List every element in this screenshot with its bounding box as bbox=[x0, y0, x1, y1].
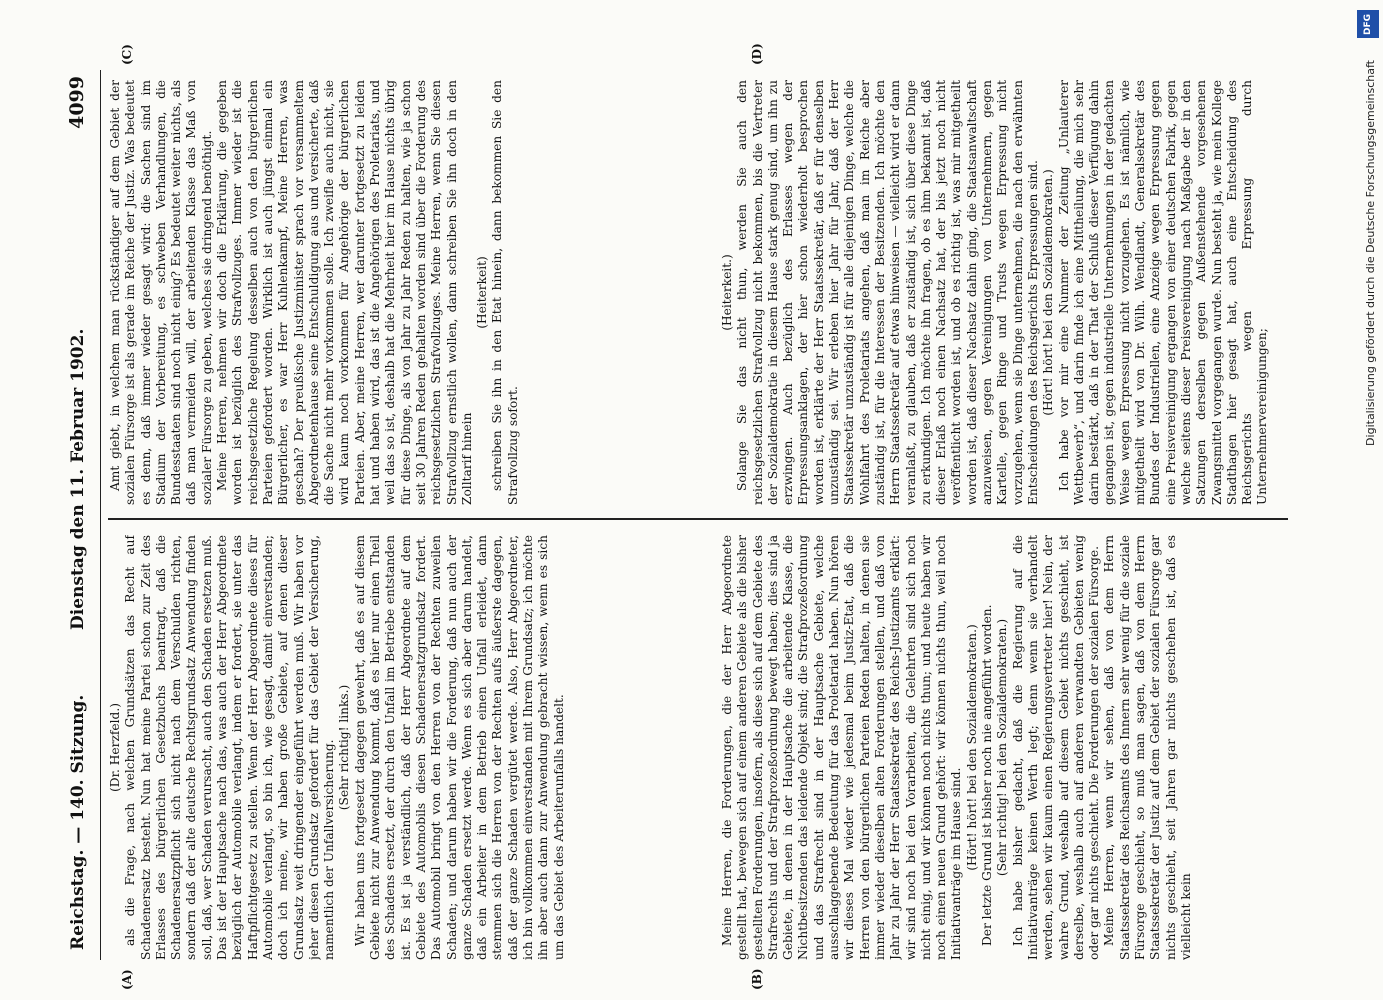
paragraph: Ich habe vor mir eine Nummer der Zeitung „Unlauterer Wettbewerb“, und darin finde ich eine Mittheilung, die mich sehr darin bestärkt, daß in der That der Schluß dieser Verfügung dahin gegangen ist, gegen industrielle Unternehmungen in der gedachten Weise wegen Erpressung nicht vorzugehen. Es ist nämlich, wie mitgetheilt wird von Dr. Wilh. Wendlandt, Generalsekretär des Bundes der Industriellen, eine Anzeige wegen Erpressung gegen eine Preisvereinigung ergangen von einer deutschen Fabrik, gegen welche seitens dieser Preisvereinigung nach Maßgabe der in den Satzungen derselben gegen Außenstehende vorgesehenen Zwangsmittel vorgegangen wurde. Nun besteht ja, wie mein Kollege Stadthagen hier gesagt hat, auch eine Entscheidung des Reichsgerichts wegen Erpressung durch Unternehmervereinigungen; bbox=[1056, 80, 1270, 505]
column-b bbox=[720, 535, 1280, 960]
speaker-label: (Dr. Herzfeld.) bbox=[108, 703, 122, 792]
interjection: (Hört! hört! bei den Sozialdemokraten.) bbox=[1041, 169, 1056, 416]
paragraph: Amt giebt, in welchem man rückständiger auf dem Gebiet der sozialen Fürsorge ist als gerade im Reiche der Justiz. Was bedeutet es denn, daß immer wieder gesagt wird: die Sachen sind im Stadium der Vorbereitung, es schweben Verhandlungen, die Bundesstaaten sind noch nicht einig? Es bedeutet weiter nichts, als daß man vermeiden will, der arbeitenden Klasse das Maß von sozialer Fürsorge zu geben, welches sie dringend benöthigt. bbox=[108, 80, 214, 505]
paragraph: Meine Herren, nehmen wir doch die Erklärung, die gegeben worden ist bezüglich des Strafvollzuges. Immer wieder ist die reichsgesetzliche Regelung desselben auch von den bürgerlichen Parteien gefordert worden. Wirklich ist auch jüngst einmal ein Bürgerlicher, es war Herr Kuhlenkampf, Meine Herren, was geschah? Der preußische Justizminister sprach vor versammeltem Abgeordnetenhause seine Entschuldigung aus und versicherte, daß die Sache nicht mehr vorkommen solle. Ich zweifle auch nicht, sie wird kaum noch vorkommen für Angehörige der bürgerlichen Parteien. Aber, meine Herren, wer darunter fortgesetzt zu leiden hat und haben wird, das ist die Angehörigen des Proletariats, und weil das so ist, deshalb hat die Mehrheit hier im Hause nichts übrig für diese Dinge, als von Jahr zu Jahr Reden zu halten, wie ja schon seit 30 Jahren Reden gehalten worden sind über die Forderung des reichsgesetzlichen Strafvollzuges. Meine Herren, wenn Sie diesen Strafvollzug ernstlich wollen, dann schreiben Sie ihn doch in den Zolltarif hinein bbox=[215, 80, 474, 505]
paragraph: Solange Sie das nicht thun, werden Sie auch den reichsgesetzlichen Strafvollzug nicht bekommen, bis die Vertreter der Sozialdemokratie in diesem Hause stark genug sind, um ihn zu erzwingen. Auch bezüglich des Erlasses wegen der Erpressungsanklagen, der hier schon wiederholt besprochen worden ist, erklärte der Herr Staatssekretär, daß er für denselben unzuständig sei. Wir erleben hier Jahr für Jahr, daß der Herr Staatssekretär unzuständig ist für alle diejenigen Dinge, welche die Wohlfahrt des Proletariats angehen, daß man im Reiche aber zuständig ist, für die Interessen der Besitzenden. Ich möchte den Herrn Staatssekretär auf etwas hinweisen — vielleicht wird er dann veranlaßt, zu glauben, daß er zuständig ist, sich über diese Dinge zu erkundigen. Ich möchte ihn fragen, ob es ihm bekannt ist, daß dieser Erlaß noch einen Nachsatz hat, der bis jetzt noch nicht veröffentlicht worden ist, und ob es richtig ist, was mir mitgetheilt worden ist, daß dieser Nachsatz dahin ging, die Staatsanwaltschaft anzuweisen, gegen Vereinigungen von Unternehmern, gegen Kartelle, gegen Ringe und Trusts wegen Erpressung nicht vorzugehen, wenn sie Dinge unternehmen, die nach den erwähnten Entscheidungen des Reichsgerichts Erpressungen sind. bbox=[735, 80, 1040, 505]
paragraph: Der letzte Grund ist bisher noch nie angeführt worden. bbox=[980, 604, 995, 946]
column-c bbox=[108, 80, 708, 505]
paragraph: Wir haben uns fortgesetzt dagegen gewehrt, daß es auf diesem Gebiete nicht zur Anwendung kommt, daß es hier nur einen Theil des Schadens ersetzt, der durch den Unfall im Betriebe entstanden ist. Es ist ja verständlich, daß der Herr Abgeordnete auf dem Gebiete des Automobils diesen Schadenersatzgrundsatz fordert. Das Automobil bringt von den Herren von der Rechten zuweilen Schaden; und darum haben wir die Forderung, daß nun auch der ganze Schaden ersetzt werde. Wenn es sich aber darum handelt, daß ein Arbeiter in dem Betrieb einen Unfall erleidet, dann stemmen sich die Herren von der Rechten aufs äußerste dagegen, daß der ganze Schaden vergütet werde. Also, Herr Abgeordneter, ich bin vollkommen einverstanden mit Ihrem Grundsatz; ich möchte ihn aber auch dann zur Anwendung gebracht wissen, wenn es sich um das Gebiet des Arbeiterunfalls handelt. bbox=[352, 535, 566, 960]
page-number: 4099 bbox=[66, 76, 88, 129]
page-header bbox=[60, 70, 100, 960]
paragraph: Ich habe bisher gedacht, daß die Regierung auf die Initiativanträge keinen Werth legt; denn wenn sie verhandelt werden, sehen wir kaum einen Regierungsvertreter hier! Nein, der wahre Grund, weshalb auf diesem Gebiet nichts geschieht, ist derselbe, weshalb auch auf anderen verwandten Gebieten wenig oder gar nichts geschieht. Die Forderungen der sozialen Fürsorge. bbox=[1010, 535, 1102, 960]
dfg-logo: DFG bbox=[1357, 10, 1379, 38]
margin-mark-c: (C) bbox=[120, 44, 134, 65]
interjection: (Sehr richtig! bei den Sozialdemokraten.) bbox=[995, 618, 1010, 877]
paragraph: Meine Herren, wenn wir sehen, daß von dem Herrn Staatssekretär des Reichsamts des Innern sehr wenig für die soziale Fürsorge geschieht, so muß man sagen, daß von dem Herrn Staatssekretär der Justiz auf dem Gebiet der sozialen Fürsorge gar nichts geschieht, seit Jahren gar nichts geschehen ist, daß es vielleicht kein bbox=[1102, 535, 1193, 960]
column-divider bbox=[108, 518, 1288, 520]
paragraph: Meine Herren, die Forderungen, die der Herr Abgeordnete gestellt hat, bewegen sich auf einem anderen Gebiete als die bisher gestellten Forderungen, insofern, als diese sich auf dem Gebiete des Strafrechts und der Strafprozeßordnung bewegt haben; dies sind ja Gebiete, in denen in der Hauptsache die arbeitende Klasse, die Nichtbesitzenden das leidende Objekt sind; die Strafprozeßordnung und das Strafrecht sind in der Hauptsache Gebiete, welche ausschlaggebende Bedeutung für das Proletariat haben. Nun hören wir dieses Mal wieder wie jedesmal beim Justiz-Etat, daß die Herren von den bürgerlichen Parteien Reden halten, in denen sie immer wieder dieselben alten Forderungen stellen, und daß von Jahr zu Jahr der Herr Staatssekretär des Reichs-Justizamts erklärt: wir sind noch bei den Vorarbeiten, die Gelehrten sind sich noch nicht einig, und wir können noch nichts thun; und heute haben wir noch einen neuen Grund gehört: wir können nichts thun, weil noch Initiativanträge im Hause sind. bbox=[720, 535, 964, 960]
margin-mark-a: (A) bbox=[120, 969, 134, 990]
margin-mark-b: (B) bbox=[750, 968, 764, 990]
interjection: (Sehr richtig! links.) bbox=[337, 684, 352, 811]
interjection: (Hört! hört! bei den Sozialdemokraten.) bbox=[964, 624, 979, 871]
digitization-credit: Digitalisierung gefördert durch die Deutsche Forschungsgemeinschaft bbox=[1364, 60, 1377, 446]
header-left: Reichstag. — 140. Sitzung. bbox=[68, 694, 88, 950]
paragraph: als die Frage, nach welchen Grundsätzen das Recht auf Schadenersatz besteht. Nun hat meine Partei schon zur Zeit des Erlasses des bürgerlichen Gesetzbuchs beantragt, daß die Schadenersatzpflicht sich nicht nach dem Verschulden richten, sondern daß der alte deutsche Rechtsgrundsatz Anwendung finden soll, daß, wer Schaden verursacht, auch den Schaden ersetzen muß. Das ist der Hauptsache nach das, was auch der Herr Abgeordnete bezüglich der Automobile verlangt, indem er fordert, sie unter das Haftpflichtgesetz zu stellen. Wenn der Herr Abgeordnete dieses für Automobile verlangt, so bin ich, wie gesagt, damit einverstanden; doch ich meine, wir haben große Gebiete, auf denen dieser Grundsatz weit dringender eingeführt werden muß. Wir haben vor jeher diesen Grundsatz gefordert für das Gebiet der Versicherung, namentlich der Unfallversicherung. bbox=[123, 535, 337, 960]
header-date: Dienstag den 11. Februar 1902. bbox=[68, 328, 88, 630]
column-a bbox=[108, 535, 708, 960]
page-content bbox=[60, 43, 1320, 990]
interjection: (Heiterkeit.) bbox=[720, 254, 734, 331]
column-d bbox=[720, 80, 1280, 505]
interjection: (Heiterkeit) bbox=[475, 256, 490, 329]
header-rule bbox=[100, 70, 101, 960]
paragraph: schreiben Sie ihn in den Etat hinein, dann bekommen Sie den Strafvollzug sofort. bbox=[490, 80, 520, 505]
margin-mark-d: (D) bbox=[750, 43, 764, 65]
